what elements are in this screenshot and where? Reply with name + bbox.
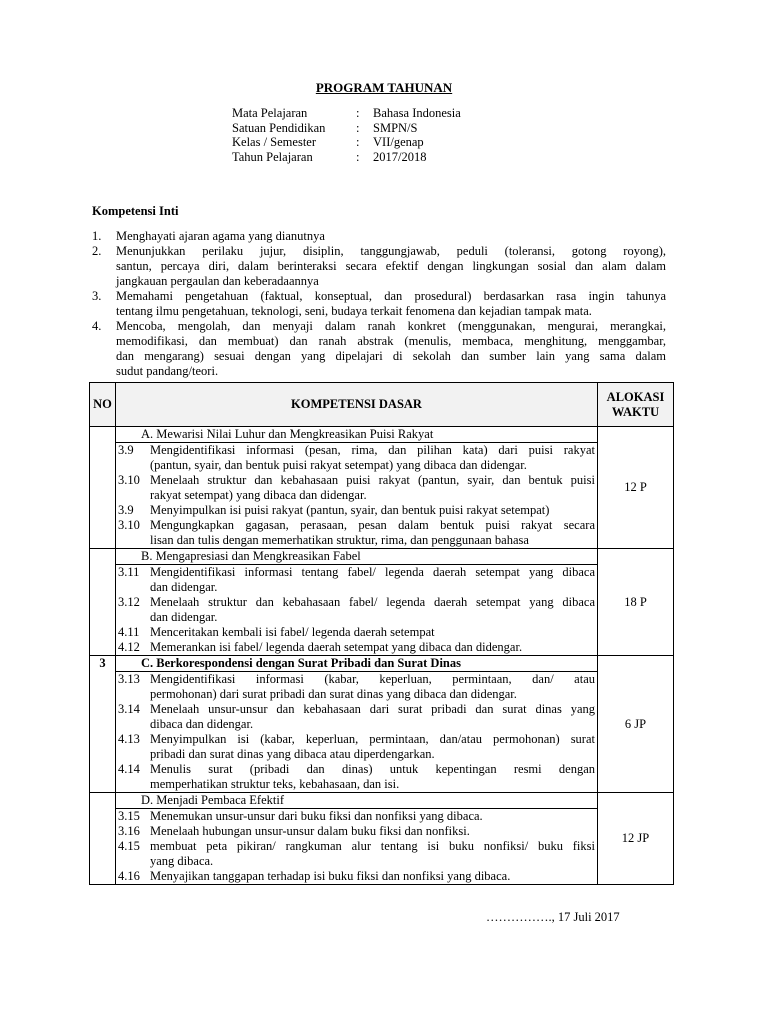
kd-text <box>150 672 597 702</box>
kd-line: Menelaah hubungan unsur-unsur dalam buku fiksi dan nonfiksi. <box>150 824 470 838</box>
ki-line: santun, percaya diri, dalam berinteraksi secara efektif dengan lingkungan sosial dan alam dalam <box>116 259 666 273</box>
header-alokasi-line2: WAKTU <box>611 404 660 419</box>
header-no: NO <box>90 383 116 427</box>
kd-line: Menyimpulkan isi puisi rakyat (pantun, syair, dan bentuk puisi rakyat setempat) <box>150 503 550 517</box>
kd-line: lisan dan tulis dengan memerhatikan struktur, rima, dan penggunaan bahasa <box>150 533 529 547</box>
kd-item <box>116 824 597 839</box>
table-row <box>90 793 674 809</box>
kd-line: permohonan) dari surat pribadi dan surat dinas yang dibaca dan didengar. <box>150 687 517 701</box>
kd-line: yang dibaca. <box>150 854 214 868</box>
kd-text <box>150 869 597 884</box>
ki-item <box>92 289 666 319</box>
kd-item <box>116 595 597 625</box>
table-row <box>90 443 674 549</box>
kd-line: Mengidentifikasi informasi tentang fabel/ legenda daerah setempat yang dibaca <box>150 565 595 579</box>
kd-number: 4.12 <box>118 640 140 654</box>
kd-number: 3.9 <box>118 503 134 517</box>
kd-text <box>150 443 597 473</box>
ki-text <box>116 289 666 319</box>
kd-item <box>116 732 597 762</box>
meta-label: Satuan Pendidikan <box>232 120 326 135</box>
ki-item <box>92 319 666 379</box>
meta-separator: : <box>356 135 360 149</box>
kd-item <box>116 640 597 655</box>
kd-number: 4.16 <box>118 869 140 883</box>
kd-text <box>150 839 597 869</box>
kd-number: 3.13 <box>118 672 140 686</box>
kd-items-cell <box>116 672 598 793</box>
ki-item <box>92 229 666 244</box>
alokasi-waktu: 12 P <box>598 427 674 549</box>
ki-text <box>116 229 666 244</box>
kd-text <box>150 518 597 548</box>
kd-items-cell <box>116 565 598 656</box>
meta-separator: : <box>356 106 360 120</box>
group-subtitle: D. Menjadi Pembaca Efektif <box>116 793 598 809</box>
kd-number: 4.11 <box>118 625 140 639</box>
kd-text <box>150 595 597 625</box>
meta-label: Tahun Pelajaran <box>232 149 313 164</box>
ki-number: 2. <box>92 244 102 258</box>
kd-number: 3.9 <box>118 443 134 457</box>
kd-line: Memerankan isi fabel/ legenda daerah setempat yang dibaca dan didengar. <box>150 640 523 654</box>
meta-label: Kelas / Semester <box>232 135 317 149</box>
kd-line: Menelaah unsur-unsur dan kebahasaan dari surat pribadi dan surat dinas yang <box>150 702 595 716</box>
header-alokasi-waktu <box>598 383 674 427</box>
kd-number: 3.14 <box>118 702 140 716</box>
kd-number: 4.14 <box>118 762 140 776</box>
ki-text <box>116 244 666 289</box>
ki-line: tentang ilmu pengetahuan, teknologi, seni, budaya terkait fenomena dan kejadian tampak mata. <box>116 304 592 318</box>
kd-line: pribadi dan surat dinas yang dibaca atau diperdengarkan. <box>150 747 435 761</box>
meta-value: Bahasa Indonesia <box>373 106 461 120</box>
meta-row <box>232 121 461 136</box>
kd-text <box>150 625 597 640</box>
kd-line: memperhatikan struktur teks, kebahasaan, dan isi. <box>150 777 400 791</box>
ki-line: Memahami pengetahuan (faktual, konseptual, dan prosedural) berdasarkan rasa ingin tahunya <box>116 289 666 303</box>
kd-number: 3.12 <box>118 595 140 609</box>
kd-item <box>116 672 597 702</box>
page-title: PROGRAM TAHUNAN <box>315 80 453 95</box>
kd-line: Menceritakan kembali isi fabel/ legenda daerah setempat <box>150 625 435 639</box>
meta-label: Mata Pelajaran <box>232 106 308 120</box>
kd-line: dibaca dan didengar. <box>150 717 254 731</box>
ki-number: 1. <box>92 229 102 243</box>
meta-value: SMPN/S <box>373 120 418 135</box>
kd-line: Mengidentifikasi informasi (kabar, keperluan, permintaan, dan/ atau <box>150 672 595 686</box>
kd-line: Menulis surat (pribadi dan dinas) untuk kepentingan resmi dengan <box>150 762 595 776</box>
meta-value: 2017/2018 <box>373 149 427 164</box>
kd-number: 3.16 <box>118 824 140 838</box>
kompetensi-dasar-table <box>89 382 674 885</box>
kd-text <box>150 809 597 824</box>
kd-line: Menelaah struktur dan kebahasaan fabel/ legenda daerah setempat yang dibaca <box>150 595 595 609</box>
kd-item <box>116 869 597 884</box>
ki-line: dan mengarang) sesuai dengan yang dipelajari di sekolah dan sumber lain yang sama dalam <box>116 349 666 363</box>
meta-row <box>232 150 461 165</box>
kd-item <box>116 762 597 792</box>
kd-number: 3.11 <box>118 565 140 579</box>
kd-text <box>150 762 597 792</box>
group-subtitle: C. Berkorespondensi dengan Surat Pribadi dan Surat Dinas <box>116 656 598 672</box>
ki-number: 4. <box>92 319 102 333</box>
meta-separator: : <box>356 120 360 135</box>
row-number <box>90 793 116 885</box>
alokasi-waktu: 12 JP <box>598 793 674 885</box>
signature-date: ……………., 17 Juli 2017 <box>486 910 620 924</box>
kd-item <box>116 702 597 732</box>
ki-line: Menunjukkan perilaku jujur, disiplin, tanggungjawab, peduli (toleransi, gotong royong), <box>116 244 666 258</box>
ki-line: sudut pandang/teori. <box>116 364 219 378</box>
ki-line: Menghayati ajaran agama yang dianutnya <box>116 229 325 243</box>
table-row <box>90 427 674 443</box>
kd-line: Menyimpulkan isi (kabar, keperluan, permintaan, dan/atau permohonan) surat <box>150 732 595 746</box>
kd-item <box>116 443 597 473</box>
alokasi-waktu: 6 JP <box>598 656 674 793</box>
ki-text <box>116 319 666 379</box>
kd-line: Mengungkapkan gagasan, perasaan, pesan dalam bentuk puisi rakyat secara <box>150 518 595 532</box>
header-kompetensi-dasar: KOMPETENSI DASAR <box>116 383 598 427</box>
kd-number: 3.15 <box>118 809 140 823</box>
kd-line: rakyat setempat) yang dibaca dan didengar. <box>150 488 367 502</box>
ki-number: 3. <box>92 289 102 303</box>
table-row <box>90 672 674 793</box>
ki-line: Mencoba, mengolah, dan menyaji dalam ranah konkret (menggunakan, mengurai, merangkai, <box>116 319 666 333</box>
kd-item <box>116 809 597 824</box>
kd-text <box>150 473 597 503</box>
kd-item <box>116 503 597 518</box>
meta-row <box>232 106 461 121</box>
group-subtitle: A. Mewarisi Nilai Luhur dan Mengkreasikan Puisi Rakyat <box>116 427 598 443</box>
kd-line: membuat peta pikiran/ rangkuman alur tentang isi buku nonfiksi/ buku fiksi <box>150 839 595 853</box>
kd-number: 3.10 <box>118 473 140 487</box>
kd-items-cell <box>116 443 598 549</box>
meta-separator: : <box>356 149 360 164</box>
kd-line: dan didengar. <box>150 580 218 594</box>
kd-line: (pantun, syair, dan bentuk puisi rakyat setempat) yang dibaca dan didengar. <box>150 458 527 472</box>
ki-line: memodifikasi, dan membuat) dan ranah abstrak (menulis, membaca, menghitung, menggambar, <box>116 334 666 348</box>
kd-item <box>116 473 597 503</box>
kd-line: Menyajikan tanggapan terhadap isi buku fiksi dan nonfiksi yang dibaca. <box>150 869 511 883</box>
kd-text <box>150 732 597 762</box>
ki-line: jangkauan pergaulan dan keberadaannya <box>116 274 319 288</box>
kd-text <box>150 640 597 655</box>
kd-item <box>116 625 597 640</box>
kd-item <box>116 565 597 595</box>
kd-number: 4.15 <box>118 839 140 853</box>
kd-text <box>150 824 597 839</box>
table-row <box>90 809 674 885</box>
kompetensi-inti-heading: Kompetensi Inti <box>92 204 179 218</box>
meta-value: VII/genap <box>373 135 424 149</box>
row-number: 3 <box>90 656 116 793</box>
table-row <box>90 656 674 672</box>
kd-line: Menelaah struktur dan kebahasaan puisi rakyat (pantun, syair, dan bentuk puisi <box>150 473 595 487</box>
kd-text <box>150 503 597 518</box>
kd-items-cell <box>116 809 598 885</box>
group-subtitle: B. Mengapresiasi dan Mengkreasikan Fabel <box>116 549 598 565</box>
kompetensi-inti-list <box>92 229 666 379</box>
kd-number: 4.13 <box>118 732 140 746</box>
meta-block <box>232 106 461 164</box>
row-number <box>90 549 116 656</box>
kd-text <box>150 702 597 732</box>
alokasi-waktu: 18 P <box>598 549 674 656</box>
header-alokasi-line1: ALOKASI <box>606 389 665 404</box>
row-number <box>90 427 116 549</box>
kd-line: Menemukan unsur-unsur dari buku fiksi dan nonfiksi yang dibaca. <box>150 809 483 823</box>
ki-item <box>92 244 666 289</box>
kd-number: 3.10 <box>118 518 140 532</box>
kd-text <box>150 565 597 595</box>
table-row <box>90 565 674 656</box>
table-row <box>90 549 674 565</box>
kd-item <box>116 839 597 869</box>
kd-line: dan didengar. <box>150 610 218 624</box>
kd-line: Mengidentifikasi informasi (pesan, rima, dan pilihan kata) dari puisi rakyat <box>150 443 595 457</box>
kd-item <box>116 518 597 548</box>
meta-row <box>232 135 461 150</box>
